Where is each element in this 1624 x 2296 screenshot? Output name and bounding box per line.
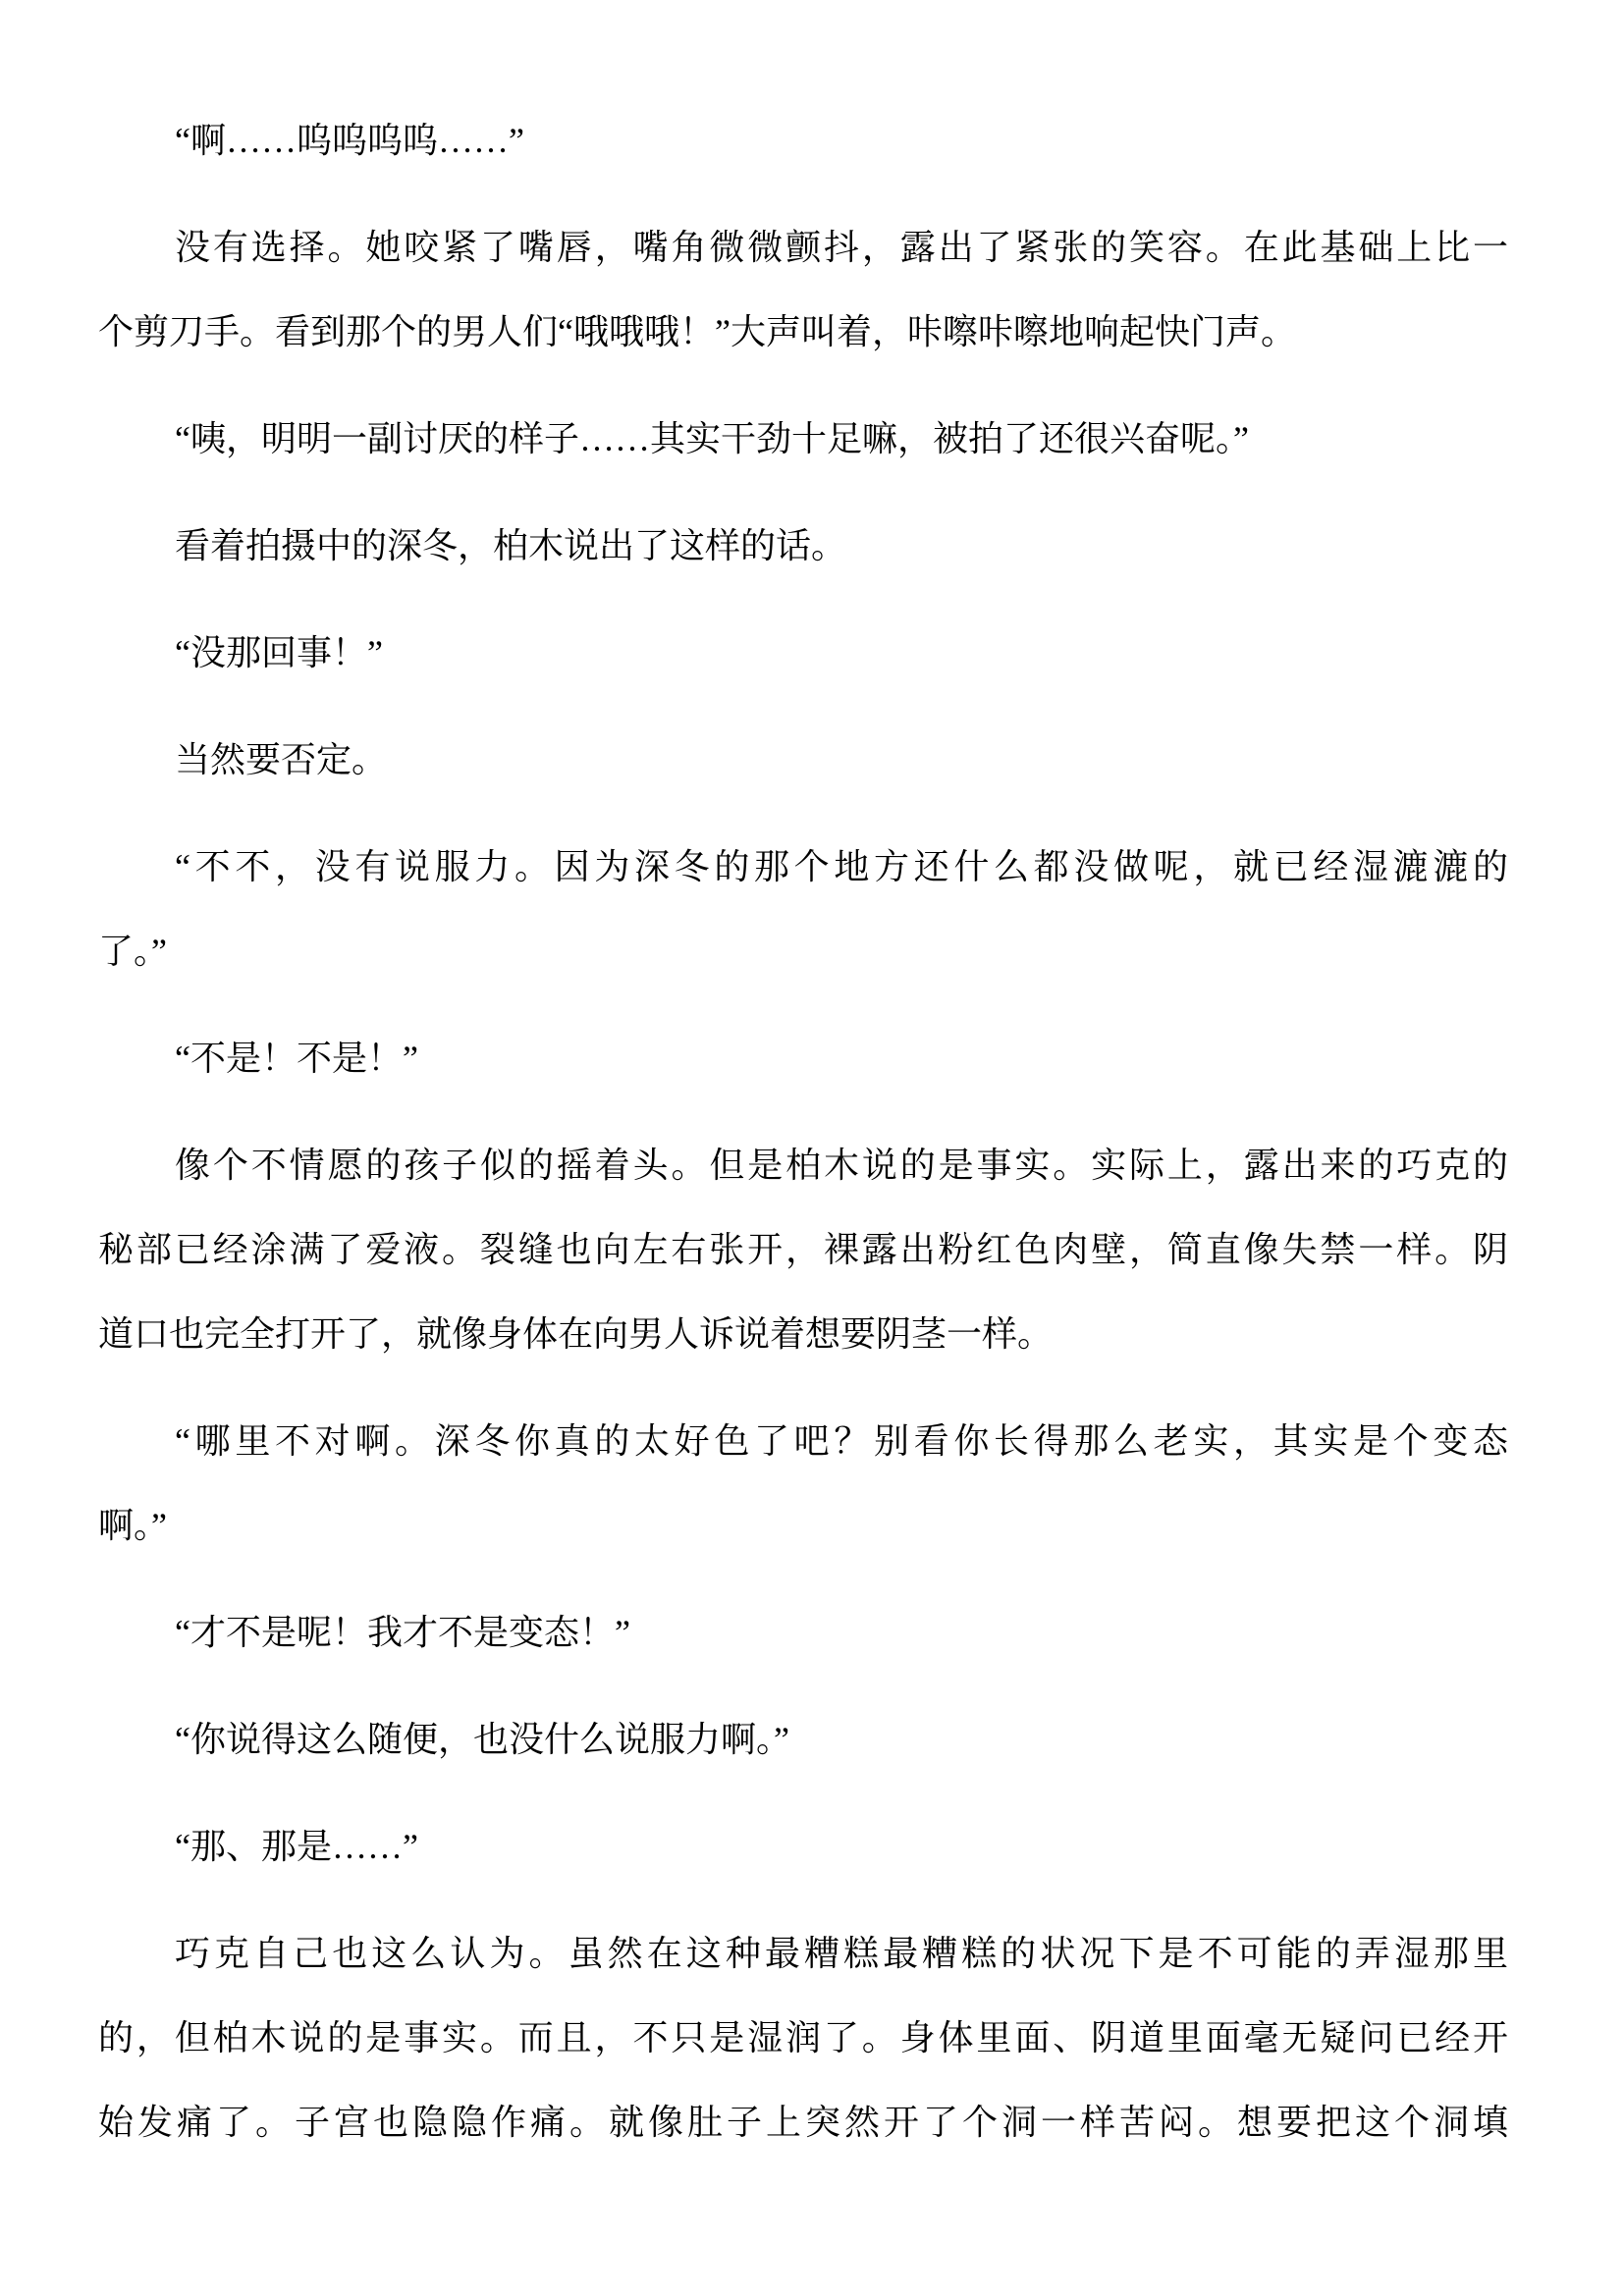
text-line: “没那回事！”	[175, 633, 383, 672]
paragraph	[98, 1016, 1508, 1100]
paragraph	[98, 1804, 1508, 1889]
text-line: 始发痛了。子宫也隐隐作痛。就像肚子上突然开了个洞一样苦闷。想要把这个洞填	[98, 2103, 1508, 2142]
text-line: 啊。”	[98, 1506, 167, 1545]
paragraph	[98, 611, 1508, 695]
paragraph	[98, 1123, 1508, 1376]
text-line: “那、那是……”	[175, 1827, 418, 1866]
text-line: 没有选择。她咬紧了嘴唇，嘴角微微颤抖，露出了紧张的笑容。在此基础上比一	[175, 228, 1508, 267]
text-line: “你说得这么随便，也没什么说服力啊。”	[175, 1720, 789, 1759]
document-text	[98, 98, 1508, 2164]
text-line: “才不是呢！我才不是变态！”	[175, 1613, 630, 1652]
text-line: “不不，没有说服力。因为深冬的那个地方还什么都没做呢，就已经湿漉漉的	[175, 847, 1508, 886]
text-line: “不是！不是！”	[175, 1039, 418, 1078]
paragraph	[98, 718, 1508, 802]
text-line: 当然要否定。	[175, 740, 388, 779]
text-line: “啊……呜呜呜呜……”	[175, 121, 524, 160]
text-line: “哪里不对啊。深冬你真的太好色了吧？别看你长得那么老实，其实是个变态	[175, 1421, 1508, 1461]
text-line: 像个不情愿的孩子似的摇着头。但是柏木说的是事实。实际上，露出来的巧克的	[175, 1146, 1508, 1185]
paragraph	[98, 1911, 1508, 2164]
text-line: 巧克自己也这么认为。虽然在这种最糟糕最糟糕的状况下是不可能的弄湿那里	[175, 1934, 1508, 1973]
paragraph	[98, 1590, 1508, 1675]
text-line: 道口也完全打开了，就像身体在向男人诉说着想要阴茎一样。	[98, 1314, 1054, 1354]
paragraph	[98, 205, 1508, 374]
paragraph	[98, 825, 1508, 993]
paragraph	[98, 98, 1508, 183]
text-line: 看着拍摄中的深冬，柏木说出了这样的话。	[175, 526, 847, 565]
text-line: 的，但柏木说的是事实。而且，不只是湿润了。身体里面、阴道里面毫无疑问已经开	[98, 2018, 1508, 2057]
text-line: “咦，明明一副讨厌的样子……其实干劲十足嘛，被拍了还很兴奋呢。”	[175, 419, 1249, 458]
paragraph	[98, 1399, 1508, 1568]
text-line: 秘部已经涂满了爱液。裂缝也向左右张开，裸露出粉红色肉壁，简直像失禁一样。阴	[98, 1230, 1508, 1269]
paragraph	[98, 504, 1508, 588]
text-line: 个剪刀手。看到那个的男人们“哦哦哦！”大声叫着，咔嚓咔嚓地响起快门声。	[98, 312, 1296, 351]
paragraph	[98, 397, 1508, 481]
paragraph	[98, 1697, 1508, 1782]
text-line: 了。”	[98, 932, 167, 971]
